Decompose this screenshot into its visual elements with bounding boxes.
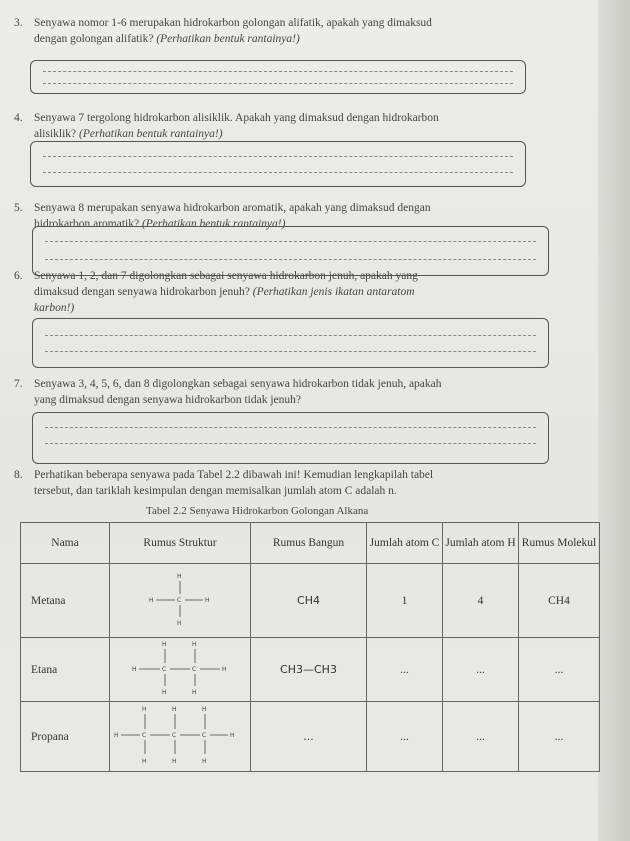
question-8	[14, 467, 433, 499]
cell-rumus-molekul: CH4	[519, 564, 600, 638]
svg-text:H: H	[177, 573, 182, 580]
question-hint: (Perhatikan bentuk rantainya!)	[141, 218, 286, 230]
question-number: 6.	[14, 270, 23, 282]
question-hint: (Perhatikan bentuk rantainya!)	[156, 33, 300, 45]
header-jumlah-h: Jumlah atom H	[443, 523, 519, 564]
cell-rumus-bangun: CH3—CH3	[251, 638, 367, 702]
cell-jumlah-h: ...	[443, 702, 519, 772]
svg-text:C: C	[202, 732, 207, 739]
question-7	[14, 376, 442, 408]
svg-text:H: H	[149, 597, 154, 604]
header-rumus-struktur: Rumus Struktur	[110, 523, 251, 564]
svg-text:H: H	[172, 706, 177, 713]
ethane-structure-diagram	[120, 638, 240, 698]
table-row	[21, 638, 600, 702]
table-header-row	[21, 523, 600, 564]
svg-text:C: C	[172, 732, 177, 739]
question-text: alisiklik?	[34, 128, 77, 140]
cell-nama: Propana	[21, 702, 110, 772]
question-number: 7.	[14, 378, 23, 390]
question-text: Senyawa 7 tergolong hidrokarbon alisiklik. Apakah yang dimaksud dengan hidrokarbon	[34, 112, 439, 124]
question-text: Senyawa 1, 2, dan 7 digolongkan sebagai senyawa hidrokarbon jenuh, apakah yang	[34, 270, 418, 282]
question-hint: (Perhatikan bentuk rantainya!)	[79, 128, 223, 140]
cell-rumus-struktur	[110, 638, 251, 702]
question-text: Senyawa nomor 1-6 merupakan hidrokarbon golongan alifatik, apakah yang dimaksud	[34, 17, 432, 29]
cell-jumlah-c: ...	[367, 638, 443, 702]
svg-text:H: H	[202, 706, 207, 713]
svg-text:H: H	[142, 706, 147, 713]
cell-rumus-molekul: ...	[519, 638, 600, 702]
answer-box-3[interactable]	[30, 60, 526, 94]
cell-rumus-struktur	[110, 564, 251, 638]
svg-text:H: H	[222, 666, 227, 673]
cell-jumlah-h: ...	[443, 638, 519, 702]
cell-jumlah-c: ...	[367, 702, 443, 772]
question-text: dengan golongan alifatik?	[34, 33, 154, 45]
question-number: 8.	[14, 469, 23, 481]
answer-box-4[interactable]	[30, 141, 526, 187]
question-3	[14, 15, 432, 47]
question-number: 5.	[14, 202, 23, 214]
question-hint: (Perhatikan jenis ikatan antaratom	[252, 286, 415, 298]
header-nama: Nama	[21, 523, 110, 564]
methane-structure-diagram	[125, 569, 235, 629]
svg-text:C: C	[192, 666, 197, 673]
header-jumlah-c: Jumlah atom C	[367, 523, 443, 564]
svg-text:H: H	[202, 758, 207, 765]
svg-text:H: H	[142, 758, 147, 765]
cell-nama: Etana	[21, 638, 110, 702]
question-text: Perhatikan beberapa senyawa pada Tabel 2.2 dibawah ini! Kemudian lengkapilah tabel	[34, 469, 434, 481]
question-hint: karbon!)	[34, 302, 75, 314]
table-row	[21, 564, 600, 638]
question-4	[14, 110, 439, 142]
svg-text:H: H	[114, 732, 119, 739]
page-edge	[598, 0, 630, 841]
cell-rumus-bangun: ...	[251, 702, 367, 772]
svg-text:H: H	[205, 597, 210, 604]
alkana-table	[20, 522, 600, 772]
header-rumus-molekul: Rumus Molekul	[519, 523, 600, 564]
question-text: Senyawa 8 merupakan senyawa hidrokarbon aromatik, apakah yang dimaksud dengan	[34, 202, 431, 214]
table-caption: Tabel 2.2 Senyawa Hidrokarbon Golongan Alkana	[146, 505, 369, 517]
svg-text:H: H	[162, 641, 167, 648]
svg-text:C: C	[142, 732, 147, 739]
answer-box-6[interactable]	[32, 318, 549, 368]
cell-nama: Metana	[21, 564, 110, 638]
svg-text:H: H	[162, 689, 167, 696]
answer-box-7[interactable]	[32, 412, 549, 464]
svg-text:C: C	[177, 597, 182, 604]
question-text: tersebut, dan tariklah kesimpulan dengan memisalkan jumlah atom C adalah n.	[34, 485, 397, 497]
cell-rumus-struktur	[110, 702, 251, 772]
question-text: hidrokarbon aromatik?	[34, 218, 140, 230]
cell-rumus-molekul: ...	[519, 702, 600, 772]
question-text: yang dimaksud dengan senyawa hidrokarbon tidak jenuh?	[34, 394, 301, 406]
svg-text:H: H	[177, 620, 182, 627]
svg-text:H: H	[230, 732, 235, 739]
svg-text:H: H	[192, 641, 197, 648]
question-text: Senyawa 3, 4, 5, 6, dan 8 digolongkan sebagai senyawa hidrokarbon tidak jenuh, apakah	[34, 378, 442, 390]
svg-text:H: H	[132, 666, 137, 673]
header-rumus-bangun: Rumus Bangun	[251, 523, 367, 564]
question-text: dimaksud dengan senyawa hidrokarbon jenuh?	[34, 286, 250, 298]
question-6	[14, 268, 418, 316]
cell-jumlah-c: 1	[367, 564, 443, 638]
svg-text:C: C	[162, 666, 167, 673]
question-number: 4.	[14, 112, 23, 124]
cell-jumlah-h: 4	[443, 564, 519, 638]
table-row	[21, 702, 600, 772]
svg-text:H: H	[172, 758, 177, 765]
question-number: 3.	[14, 17, 23, 29]
cell-rumus-bangun: CH4	[251, 564, 367, 638]
propane-structure-diagram	[110, 703, 250, 767]
svg-text:H: H	[192, 689, 197, 696]
